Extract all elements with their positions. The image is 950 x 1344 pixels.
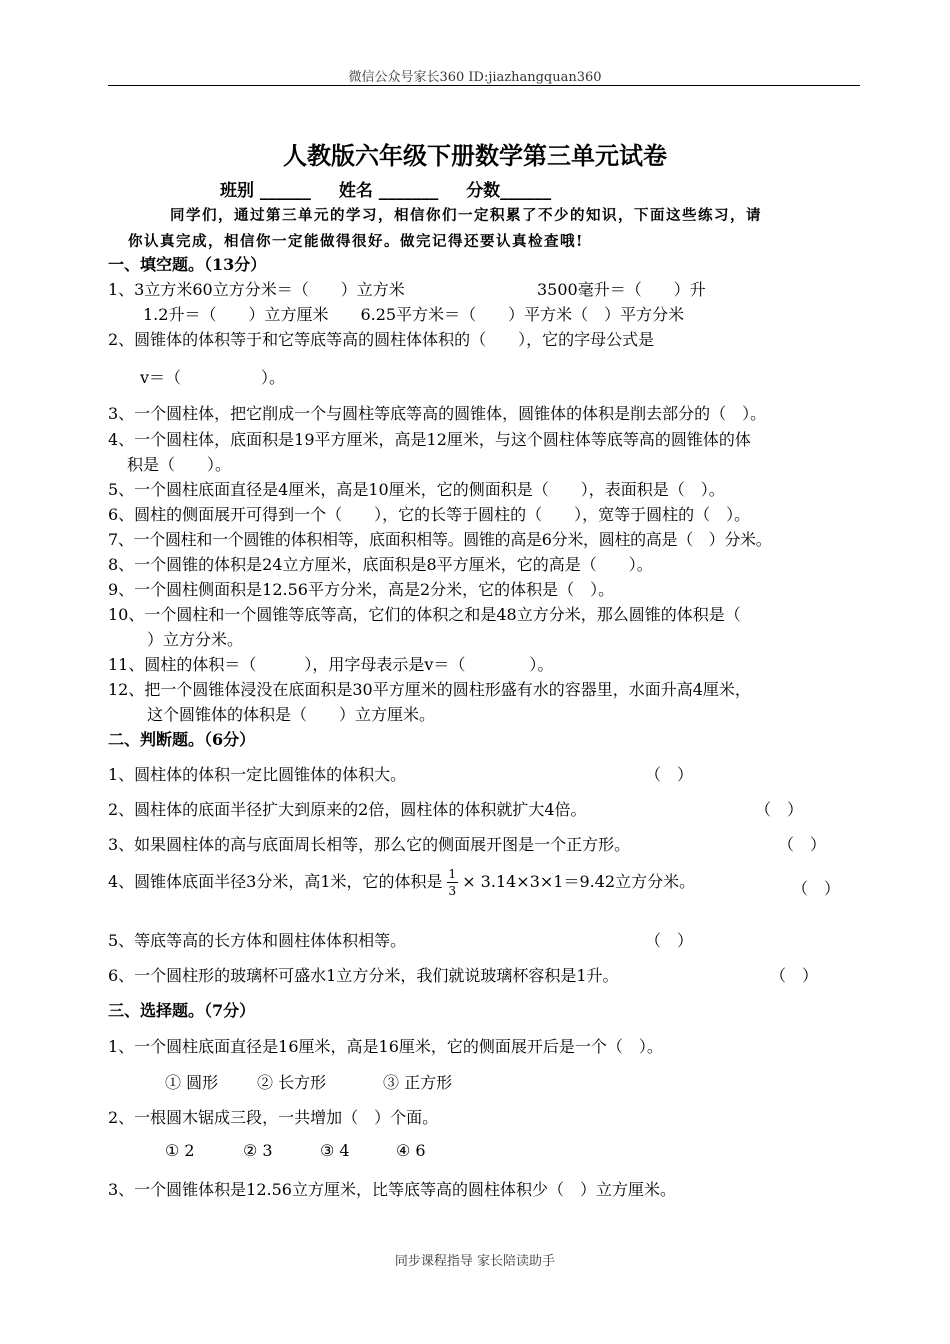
name-field: 姓名 _______ [338,181,439,201]
fill-q8: 8、一个圆锥的体积是24立方厘米，底面积是8平方厘米，它的高是（ ）。 [108,555,653,574]
choice-q1: 1、一个圆柱底面直径是16厘米，高是16厘米，它的侧面展开后是一个（ ）。 [108,1037,663,1056]
judge-q2: 2、圆柱体的底面半径扩大到原来的2倍，圆柱体的体积就扩大4倍。 [108,800,587,819]
section3-title: 三、选择题。（7分） [108,1001,256,1020]
section2-title: 二、判断题。（6分） [108,730,256,749]
judge-q6: 6、一个圆柱形的玻璃杯可盛水1立方分米，我们就说玻璃杯容积是1升。 [108,966,619,985]
fill-q4: 4、一个圆柱体，底面积是19平方厘米，高是12厘米，与这个圆柱体等底等高的圆锥体的体 [108,430,751,449]
page-title: 人教版六年级下册数学第三单元试卷 [283,141,667,170]
fill-q2: 2、圆锥体的体积等于和它等底等高的圆柱体体积的（ ），它的字母公式是 [108,330,655,349]
fill-q4-cont: 积是（ ）。 [127,455,232,474]
fill-q3: 3、一个圆柱体，把它削成一个与圆柱等底等高的圆锥体，圆锥体的体积是削去部分的（ ）。 [108,404,767,423]
fraction-one-third: $\frac{1}{3}$ [448,867,457,898]
fill-q1-a: 1、3立方米60立方分米＝（ ）立方米 [108,280,405,299]
header-divider [108,85,860,86]
fill-q5: 5、一个圆柱底面直径是4厘米，高是10厘米，它的侧面积是（ ），表面积是（ ）。 [108,480,725,499]
fill-q11: 11、圆柱的体积＝（ ），用字母表示是v＝（ ）。 [108,655,554,674]
judge-q1-answer: （ ） [645,765,694,784]
judge-q1: 1、圆柱体的体积一定比圆锥体的体积大。 [108,765,407,784]
score-field: 分数______ [466,181,552,201]
fill-q12: 12、把一个圆锥体浸没在底面积是30平方厘米的圆柱形盛有水的容器里，水面升高4厘米， [108,680,751,699]
judge-q5-answer: （ ） [645,931,694,950]
fill-q2-formula: v＝（ ）。 [140,368,286,387]
section1-title: 一、填空题。（13分） [108,255,267,274]
class-field: 班别 ______ [220,181,311,201]
choice-q1-option-3: ③ 正方形 [383,1073,453,1092]
judge-q4-answer: （ ） [792,879,841,898]
choice-q1-option-2: ② 长方形 [257,1073,327,1092]
fill-q7: 7、一个圆柱和一个圆锥的体积相等，底面积相等。圆锥的高是6分米，圆柱的高是（ ）分米。 [108,530,772,549]
judge-q2-answer: （ ） [755,800,804,819]
fill-q1-c: 1.2升＝（ ）立方厘米 6.25平方米＝（ ）平方米（ ）平方分米 [143,305,685,324]
choice-q1-option-1: ① 圆形 [165,1073,219,1092]
judge-q3-answer: （ ） [778,835,827,854]
choice-q2-option-1: ① 2 [165,1141,195,1160]
judge-q3: 3、如果圆柱体的高与底面周长相等，那么它的侧面展开图是一个正方形。 [108,835,631,854]
page-footer: 同步课程指导 家长陪读助手 [394,1254,556,1269]
fill-q10-cont: ）立方分米。 [147,630,244,649]
fill-q9: 9、一个圆柱侧面积是12.56平方分米，高是2分米，它的体积是（ ）。 [108,580,615,599]
fill-q12-cont: 这个圆锥体的体积是（ ）立方厘米。 [147,705,436,724]
intro-line-1: 同学们，通过第三单元的学习，相信你们一定积累了不少的知识，下面这些练习，请 [170,207,762,224]
judge-q6-answer: （ ） [770,966,819,985]
fill-q6: 6、圆柱的侧面展开可得到一个（ ），它的长等于圆柱的（ ），宽等于圆柱的（ ）。 [108,505,751,524]
judge-q4-formula: × 3.14×3×1＝9.42立方分米。 [462,872,696,891]
choice-q2-option-3: ③ 4 [320,1141,350,1160]
choice-q2-option-4: ④ 6 [396,1141,426,1160]
judge-q5: 5、等底等高的长方体和圆柱体体积相等。 [108,931,407,950]
judge-q4 [108,866,695,899]
choice-q3: 3、一个圆锥体积是12.56立方厘米，比等底等高的圆柱体积少（ ）立方厘米。 [108,1180,676,1199]
page-header: 微信公众号家长360 ID:jiazhangquan360 [348,70,602,85]
judge-q4-text: 4、圆锥体底面半径3分米，高1米，它的体积是 [108,872,443,891]
intro-line-2: 你认真完成，相信你一定能做得很好。做完记得还要认真检查哦! [128,233,584,250]
fill-q10: 10、一个圆柱和一个圆锥等底等高，它们的体积之和是48立方分米，那么圆锥的体积是（ [108,605,741,624]
choice-q2-option-2: ② 3 [243,1141,273,1160]
student-info [220,176,573,201]
fill-q1-b: 3500毫升＝（ ）升 [537,280,706,299]
choice-q2: 2、一根圆木锯成三段，一共增加（ ）个面。 [108,1108,439,1127]
